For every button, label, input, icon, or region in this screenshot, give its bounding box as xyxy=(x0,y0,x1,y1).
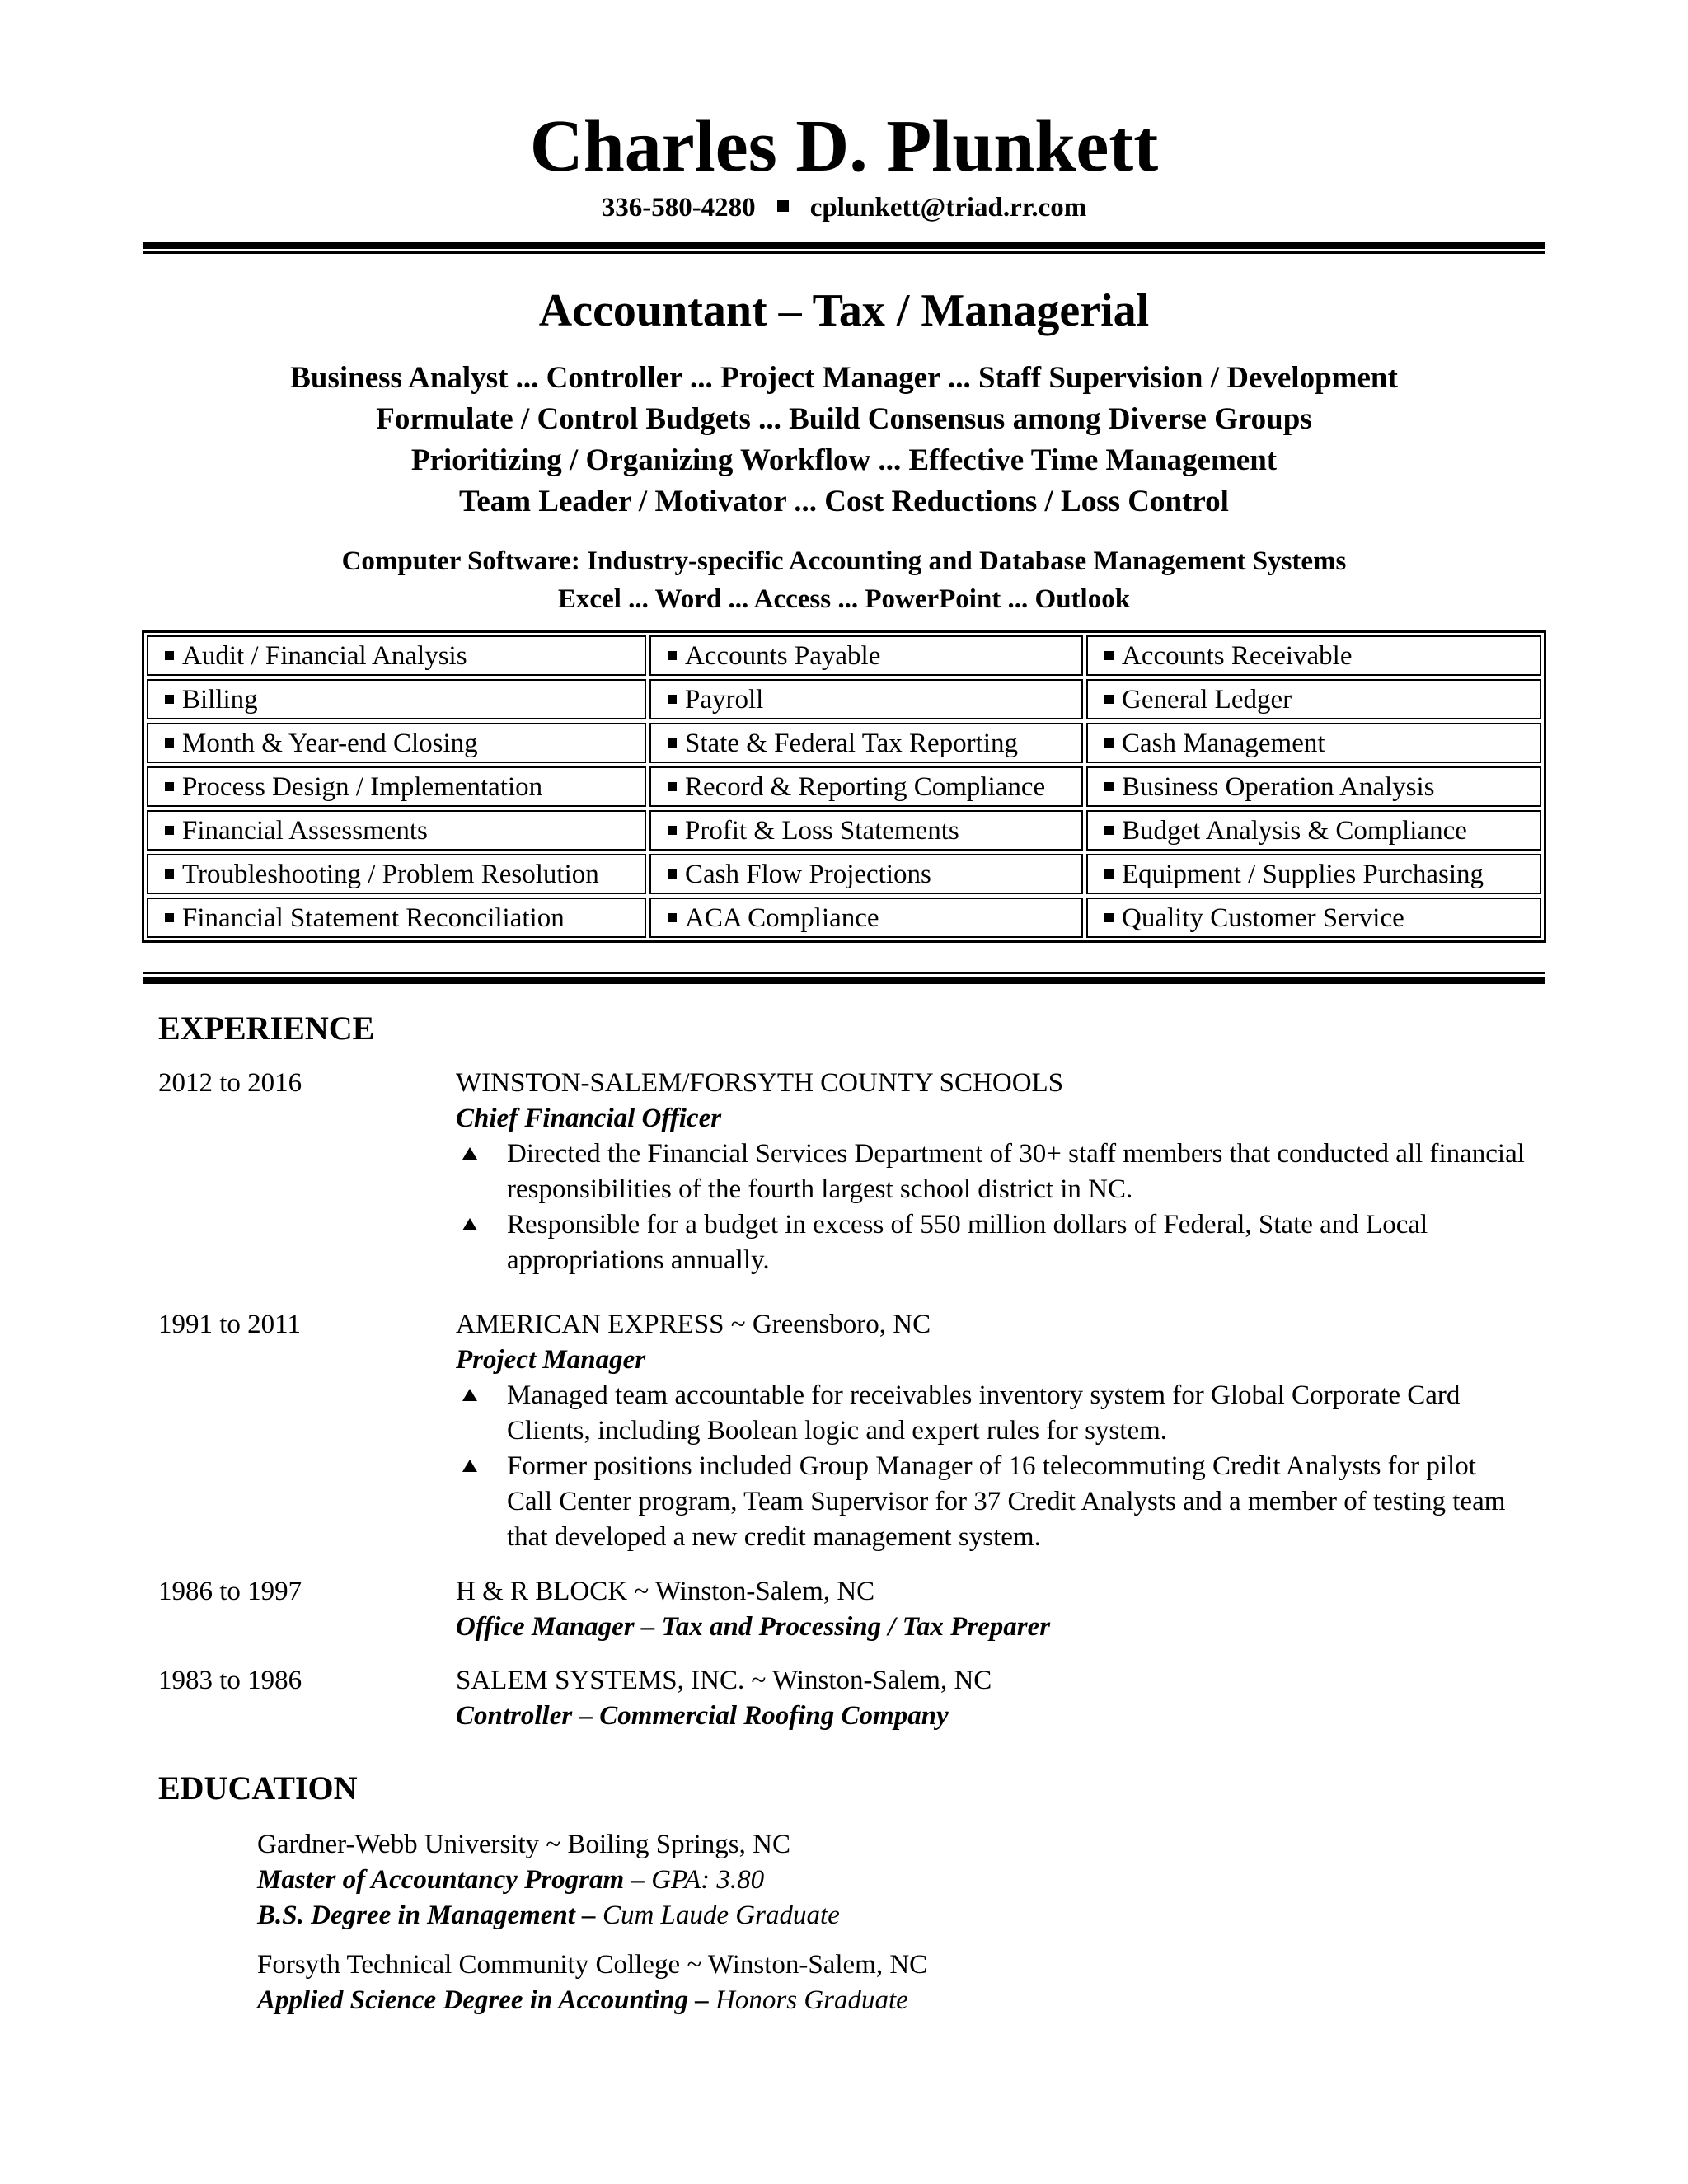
skill-cell xyxy=(147,898,646,938)
square-bullet-icon xyxy=(165,869,174,879)
degree-note: Honors Graduate xyxy=(715,1985,908,2015)
square-bullet-icon xyxy=(165,651,174,660)
job-company: WINSTON-SALEM/FORSYTH COUNTY SCHOOLS xyxy=(456,1068,1064,1098)
school-name: Forsyth Technical Community College ~ Winston-Salem, NC xyxy=(257,1950,928,1980)
experience-heading: EXPERIENCE xyxy=(158,1010,375,1047)
skill-cell xyxy=(1086,635,1541,676)
job-company: SALEM SYSTEMS, INC. ~ Winston-Salem, NC xyxy=(456,1666,992,1695)
skill-label: Audit / Financial Analysis xyxy=(182,641,467,671)
skills-divider-thick xyxy=(143,977,1545,984)
school-name: Gardner-Webb University ~ Boiling Springs, NC xyxy=(257,1830,790,1859)
skill-cell xyxy=(1086,854,1541,894)
job-title: Chief Financial Officer xyxy=(456,1104,722,1133)
degree-name: B.S. Degree in Management – xyxy=(257,1900,596,1930)
skill-cell xyxy=(147,766,646,807)
education-entry xyxy=(257,1947,927,2018)
skill-label: Payroll xyxy=(685,685,764,715)
square-bullet-icon xyxy=(165,913,174,922)
square-bullet-icon xyxy=(1104,913,1114,922)
job-bullet xyxy=(456,1378,1527,1449)
job-entry xyxy=(456,1663,1527,1734)
skill-label: Business Operation Analysis xyxy=(1122,772,1435,802)
job-bullets xyxy=(456,1137,1527,1278)
skill-label: Troubleshooting / Problem Resolution xyxy=(182,860,599,889)
square-bullet-icon xyxy=(165,738,174,748)
skill-label: Profit & Loss Statements xyxy=(685,816,959,846)
square-bullet-icon xyxy=(165,826,174,835)
job-title: Project Manager xyxy=(456,1345,646,1375)
strength-line: Team Leader / Motivator ... Cost Reductions / Loss Control xyxy=(459,485,1229,518)
email-address: cplunkett@triad.rr.com xyxy=(809,193,1087,223)
skill-label: General Ledger xyxy=(1122,685,1292,715)
header-divider-thick xyxy=(143,242,1545,249)
degree-line xyxy=(257,1863,840,1898)
job-dates: 1991 to 2011 xyxy=(158,1310,301,1339)
job-title: Controller – Commercial Roofing Company xyxy=(456,1701,949,1731)
degree-name: Applied Science Degree in Accounting – xyxy=(257,1985,709,2015)
skill-cell xyxy=(1086,898,1541,938)
professional-headline: Accountant – Tax / Managerial xyxy=(538,285,1150,336)
skill-cell xyxy=(147,679,646,719)
skill-cell xyxy=(649,810,1083,851)
strength-line: Prioritizing / Organizing Workflow ... Effective Time Management xyxy=(410,443,1278,477)
square-bullet-icon xyxy=(165,782,174,791)
skill-cell xyxy=(649,723,1083,763)
skill-label: Quality Customer Service xyxy=(1122,903,1404,933)
triangle-bullet-icon xyxy=(462,1389,477,1401)
bullet-text: Former positions included Group Manager of 16 telecommuting Credit Analysts for pilot Call Center program, Team Supervisor for 37 Credit Analysts and a member of testing team that developed a new credit management system. xyxy=(507,1451,1506,1552)
degree-line xyxy=(257,1898,840,1933)
skill-label: Cash Flow Projections xyxy=(685,860,931,889)
square-bullet-icon xyxy=(1104,782,1114,791)
square-bullet-icon xyxy=(668,913,677,922)
skill-label: Accounts Receivable xyxy=(1122,641,1353,671)
square-bullet-icon xyxy=(777,200,789,212)
skill-label: ACA Compliance xyxy=(685,903,879,933)
square-bullet-icon xyxy=(1104,738,1114,748)
triangle-bullet-icon xyxy=(462,1218,477,1230)
degree-note: Cum Laude Graduate xyxy=(602,1900,840,1930)
job-entry xyxy=(456,1307,1527,1555)
degree-note: GPA: 3.80 xyxy=(651,1865,765,1895)
job-company: H & R BLOCK ~ Winston-Salem, NC xyxy=(456,1577,875,1606)
skill-label: State & Federal Tax Reporting xyxy=(685,729,1018,758)
skill-cell xyxy=(1086,810,1541,851)
phone-number: 336-580-4280 xyxy=(601,193,756,223)
bullet-text: Directed the Financial Services Department of 30+ staff members that conducted all financial responsibilities of the fourth largest school district in NC. xyxy=(507,1139,1525,1204)
header-divider-thin xyxy=(143,251,1545,254)
job-dates: 1986 to 1997 xyxy=(158,1577,302,1606)
degree-name: Master of Accountancy Program – xyxy=(257,1865,645,1895)
software-line: Computer Software: Industry-specific Accounting and Database Management Systems xyxy=(341,546,1347,576)
square-bullet-icon xyxy=(1104,651,1114,660)
education-heading: EDUCATION xyxy=(158,1769,358,1807)
software-skills xyxy=(0,542,1688,618)
job-dates: 1983 to 1986 xyxy=(158,1666,302,1695)
skill-cell xyxy=(649,679,1083,719)
skill-label: Billing xyxy=(182,685,258,715)
skill-label: Record & Reporting Compliance xyxy=(685,772,1046,802)
square-bullet-icon xyxy=(668,695,677,704)
skill-label: Accounts Payable xyxy=(685,641,881,671)
strength-line: Business Analyst ... Controller ... Project Manager ... Staff Supervision / Development xyxy=(290,361,1398,395)
square-bullet-icon xyxy=(668,869,677,879)
degree-line xyxy=(257,1983,927,2018)
strength-line: Formulate / Control Budgets ... Build Consensus among Diverse Groups xyxy=(376,402,1312,436)
job-entry xyxy=(456,1066,1527,1278)
skill-cell xyxy=(1086,766,1541,807)
skill-label: Month & Year-end Closing xyxy=(182,729,478,758)
square-bullet-icon xyxy=(668,782,677,791)
skill-cell xyxy=(147,810,646,851)
square-bullet-icon xyxy=(668,826,677,835)
skill-label: Financial Statement Reconciliation xyxy=(182,903,565,933)
square-bullet-icon xyxy=(1104,869,1114,879)
square-bullet-icon xyxy=(165,695,174,704)
bullet-text: Responsible for a budget in excess of 550 million dollars of Federal, State and Local appropriations annually. xyxy=(507,1210,1428,1275)
skill-cell xyxy=(649,898,1083,938)
job-bullet xyxy=(456,1207,1527,1278)
skills-divider-thin xyxy=(143,972,1545,974)
job-bullets xyxy=(456,1378,1527,1555)
square-bullet-icon xyxy=(668,651,677,660)
job-dates: 2012 to 2016 xyxy=(158,1068,302,1098)
skill-cell xyxy=(147,854,646,894)
contact-line xyxy=(0,191,1688,224)
skill-cell xyxy=(649,854,1083,894)
skill-cell xyxy=(649,766,1083,807)
skills-table xyxy=(142,630,1546,943)
job-bullet xyxy=(456,1137,1527,1207)
skill-cell xyxy=(649,635,1083,676)
triangle-bullet-icon xyxy=(462,1147,477,1160)
candidate-name: Charles D. Plunkett xyxy=(529,105,1159,187)
skill-cell xyxy=(1086,679,1541,719)
skill-cell xyxy=(147,635,646,676)
job-entry xyxy=(456,1574,1527,1645)
square-bullet-icon xyxy=(668,738,677,748)
skill-cell xyxy=(147,723,646,763)
skill-label: Cash Management xyxy=(1122,729,1325,758)
software-line: Excel ... Word ... Access ... PowerPoint ... Outlook xyxy=(557,584,1131,614)
skill-label: Budget Analysis & Compliance xyxy=(1122,816,1467,846)
skill-label: Equipment / Supplies Purchasing xyxy=(1122,860,1484,889)
job-title: Office Manager – Tax and Processing / Tax Preparer xyxy=(456,1612,1051,1642)
skill-label: Process Design / Implementation xyxy=(182,772,543,802)
skill-cell xyxy=(1086,723,1541,763)
square-bullet-icon xyxy=(1104,695,1114,704)
education-entry xyxy=(257,1827,840,1933)
bullet-text: Managed team accountable for receivables inventory system for Global Corporate Card Clients, including Boolean logic and expert rules for system. xyxy=(507,1380,1461,1446)
job-company: AMERICAN EXPRESS ~ Greensboro, NC xyxy=(456,1310,931,1339)
core-strengths xyxy=(0,358,1688,523)
job-bullet xyxy=(456,1449,1527,1555)
skill-label: Financial Assessments xyxy=(182,816,428,846)
triangle-bullet-icon xyxy=(462,1460,477,1472)
square-bullet-icon xyxy=(1104,826,1114,835)
